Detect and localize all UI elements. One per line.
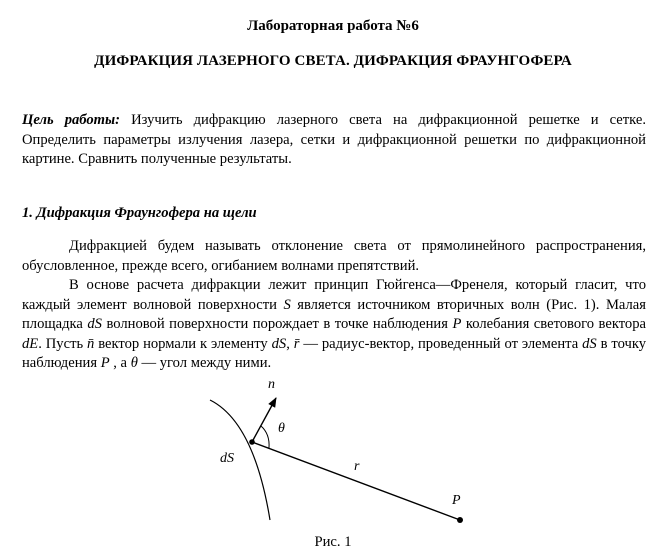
symbol-theta: θ xyxy=(130,355,138,371)
figure-caption: Рис. 1 xyxy=(314,534,352,550)
text-run: волновой поверхности порождает в точке наблюдения xyxy=(101,316,453,332)
text-run: в точку наблюдения xyxy=(22,335,647,371)
symbol-dS: dS xyxy=(582,335,597,352)
symbol-r-vector: r̄ xyxy=(293,335,300,352)
main-title: ДИФРАКЦИЯ ЛАЗЕРНОГО СВЕТА. ДИФРАКЦИЯ ФРАУНГОФЕРА xyxy=(94,53,572,69)
text-run: — радиус-вектор, проведенный от элемента xyxy=(299,335,583,352)
paragraph-huygens-fresnel xyxy=(22,276,646,374)
label-dS: dS xyxy=(220,451,234,466)
goal-text: Изучить дифракцию лазерного света на дифракционной решетке и сетке. Определить параметры излучения лазера, сетки и дифракционной решетки по дифракционной картине. Сравнить полученные результаты. xyxy=(22,112,646,167)
element-dS-point xyxy=(249,439,255,445)
goal-paragraph xyxy=(22,111,646,170)
label-P: P xyxy=(452,493,461,508)
text-run: колебания светового вектора xyxy=(461,316,646,332)
symbol-P: P xyxy=(452,316,462,332)
symbol-dE: dE xyxy=(22,335,39,352)
text-run: . Пусть xyxy=(38,335,88,352)
text-run: — угол между ними. xyxy=(137,355,272,371)
symbol-dS: dS xyxy=(87,316,102,332)
symbol-n-vector: n̄ xyxy=(87,335,95,352)
goal-label: Цель работы: xyxy=(22,112,121,128)
symbol-dS: dS xyxy=(271,335,287,352)
label-r: r xyxy=(354,459,360,474)
paragraph-diffraction-definition: Дифракцией будем называть отклонение света от прямолинейного распространения, обусловленное, прежде всего, огибанием волнами препятствий. xyxy=(22,238,646,274)
wave-surface-curve xyxy=(210,400,270,520)
normal-vector-arrow xyxy=(252,398,276,442)
label-theta: θ xyxy=(278,421,285,436)
observation-point-P xyxy=(457,517,463,523)
figure-1-diagram xyxy=(190,372,480,524)
text-run: В основе расчета дифракции лежит принцип Гюйгенса—Френеля, который гласит, что каждый элемент волновой поверхности xyxy=(22,277,646,313)
symbol-P: P xyxy=(100,355,110,371)
text-run: , а xyxy=(109,355,131,371)
text-run: является источником вторичных волн (Рис. 1). Малая площадка xyxy=(22,296,646,332)
section-title: 1. Дифракция Фраунгофера на щели xyxy=(22,205,257,221)
text-run: , xyxy=(286,335,294,352)
symbol-S: S xyxy=(283,296,291,313)
radius-vector-line xyxy=(252,442,460,520)
lab-title: Лабораторная работа №6 xyxy=(247,18,419,34)
text-run: вектор нормали к элементу xyxy=(94,335,272,352)
label-n: n xyxy=(268,377,275,392)
angle-theta-arc xyxy=(261,426,269,448)
